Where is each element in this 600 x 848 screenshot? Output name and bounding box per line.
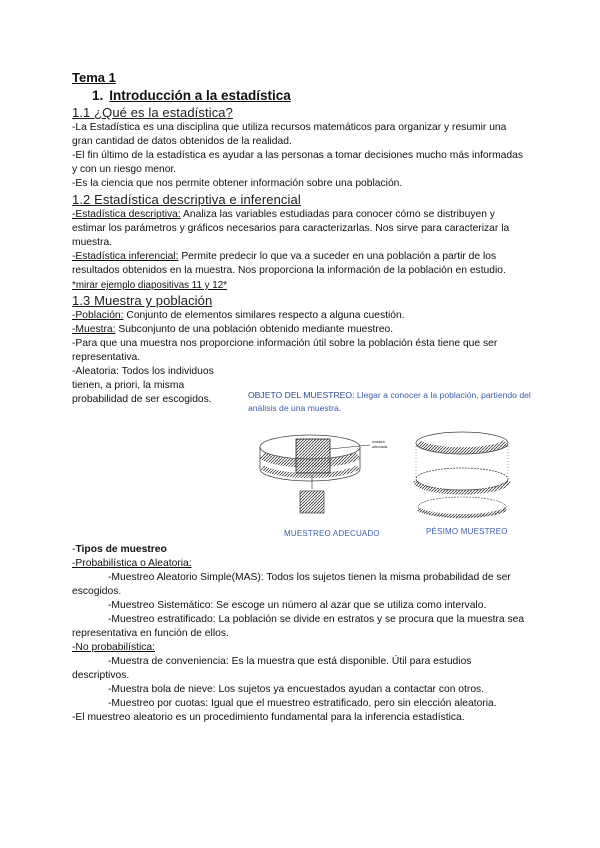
muestra-term: -Muestra: <box>72 324 116 335</box>
sampling-illustration <box>248 429 538 541</box>
tipos-heading-text: Tipos de muestreo <box>75 544 167 555</box>
main-heading-text: Introducción a la estadística <box>109 88 291 103</box>
document-body <box>72 70 528 407</box>
main-heading-number: 1. <box>92 88 104 103</box>
tipos-heading-dash: - <box>72 544 76 555</box>
good-sampling-caption: MUESTREO ADECUADO <box>284 529 380 538</box>
conveniencia-item-text: -Muestra de conveniencia: Es la muestra que está disponible. Útil para estudios descriptivos. <box>72 656 472 681</box>
aleatoria-paragraph: -Aleatoria: Todos los individuos tienen, a priori, la misma probabilidad de ser escogidos. <box>72 366 214 405</box>
sampling-figure <box>248 389 538 539</box>
descriptiva-text: Analiza las variables estudiadas para conocer cómo se distribuyen y estimar los parámetros y gráficos necesarios para caracterizarlas. Nos sirve para caracterizar la muestra. <box>72 209 510 248</box>
tema-heading: Tema 1 <box>72 70 116 85</box>
mas-item-text: -Muestreo Aleatorio Simple(MAS): Todos los sujetos tienen la misma probabilidad de ser escogidos. <box>72 572 511 597</box>
poblacion-text: Conjunto de elementos similares respecto a alguna cuestión. <box>123 310 405 321</box>
poblacion-paragraph <box>72 309 528 323</box>
descriptiva-term: -Estadística descriptiva: <box>72 209 181 220</box>
svg-text:adecuada: adecuada <box>372 445 388 449</box>
sec1-line-2: -El fin último de la estadística es ayudar a las personas a tomar decisiones mucho más informadas y con un riesgo menor. <box>72 150 523 175</box>
estratificado-item-text: -Muestreo estratificado: La población se divide en estratos y se procura que la muestra sea representativa en función de ellos. <box>72 614 525 639</box>
inferencial-term: -Estadística inferencial: <box>72 251 179 262</box>
figure-title <box>248 389 538 415</box>
non-probabilistic-title: -No probabilística: <box>72 642 155 653</box>
estratificado-item <box>72 613 528 641</box>
muestra-paragraph <box>72 323 528 337</box>
poblacion-term: -Población: <box>72 310 124 321</box>
bad-sampling-caption: PÉSIMO MUESTREO <box>426 527 508 536</box>
main-heading <box>92 87 528 104</box>
section-2-title: 1.2 Estadística descriptiva e inferencial <box>72 192 301 207</box>
mas-item <box>72 571 528 599</box>
sampling-types-section <box>72 543 528 725</box>
sec1-line-3: -Es la ciencia que nos permite obtener información sobre una población. <box>72 178 403 189</box>
good-sampling-drawing <box>260 435 387 513</box>
inferencial-text: Permite predecir lo que va a suceder en una población a partir de los resultados obtenidos en la muestra. Nos proporciona la información de la población en estudio. <box>72 251 506 276</box>
svg-text:muestra: muestra <box>372 440 385 444</box>
descriptiva-paragraph <box>72 208 528 250</box>
conveniencia-item <box>72 655 528 683</box>
figure-title-caps: OBJETO DEL MUESTREO: <box>248 390 355 400</box>
sec1-line-1: -La Estadística es una disciplina que utiliza recursos matemáticos para organizar y resumir una gran cantidad de datos obtenidos de la realidad. <box>72 122 507 147</box>
probabilistic-title: -Probabilística o Aleatoria: <box>72 558 192 569</box>
bola-nieve-item: -Muestra bola de nieve: Los sujetos ya encuestados ayudan a contactar con otros. <box>108 684 485 695</box>
sistematico-item: -Muestreo Sistemático: Se escoge un número al azar que se utiliza como intervalo. <box>108 600 487 611</box>
tipos-heading <box>72 543 528 557</box>
slides-note: *mirar ejemplo diapositivas 11 y 12* <box>72 280 228 291</box>
inferencial-paragraph <box>72 250 528 278</box>
bad-sampling-drawing <box>416 432 508 517</box>
representativa-paragraph: -Para que una muestra nos proporcione información útil sobre la población ésta tiene que ser representativa. <box>72 338 498 363</box>
final-statement: -El muestreo aleatorio es un procedimiento fundamental para la inferencia estadística. <box>72 712 465 723</box>
cuotas-item: -Muestreo por cuotas: Igual que el muestreo estratificado, pero sin elección aleatoria. <box>108 698 497 709</box>
muestra-text: Subconjunto de una población obtenido mediante muestreo. <box>115 324 394 335</box>
section-3-title: 1.3 Muestra y población <box>72 293 213 308</box>
section-1-title: 1.1 ¿Qué es la estadística? <box>72 105 233 120</box>
figure-title-rest: Llegar a conocer a la población, partiendo del análisis de una muestra. <box>248 390 531 413</box>
